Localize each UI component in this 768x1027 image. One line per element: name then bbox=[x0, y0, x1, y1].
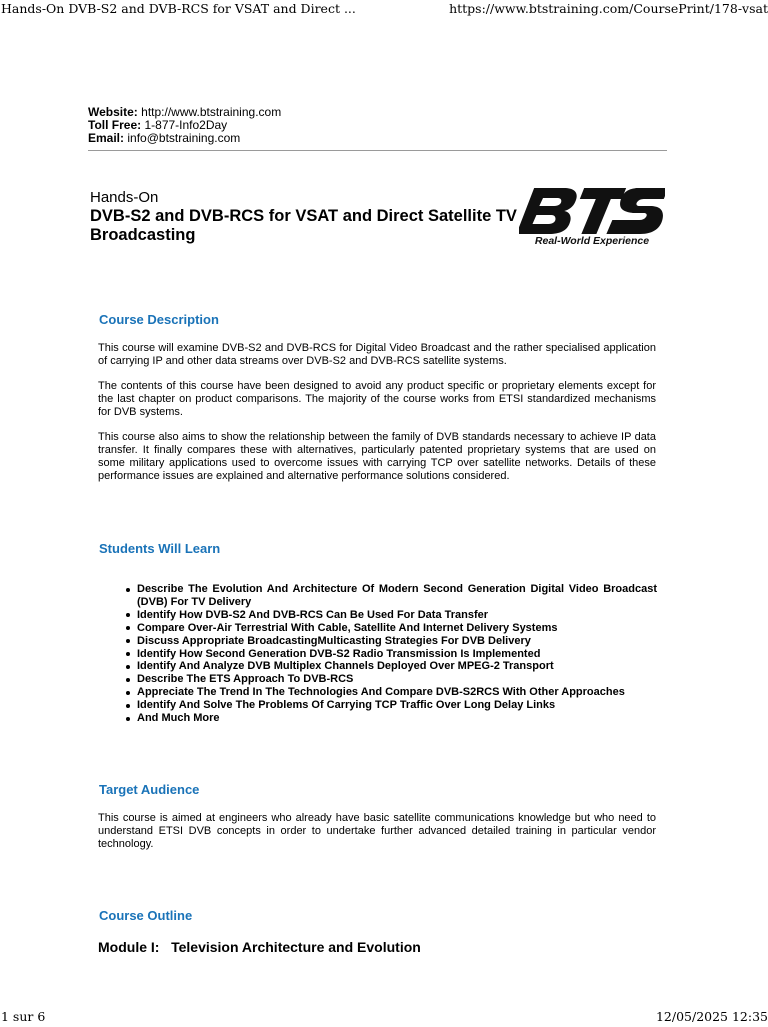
list-item: Appreciate The Trend In The Technologies And Compare DVB-S2RCS With Other Approaches bbox=[137, 686, 657, 699]
list-item: And Much More bbox=[137, 712, 657, 725]
page-number: 1 sur 6 bbox=[1, 1009, 46, 1024]
description-paragraph-1: This course will examine DVB-S2 and DVB-RCS for Digital Video Broadcast and the rather specialised application of carrying IP and other data streams over DVB-S2 and DVB-RCS satellite systems. bbox=[98, 342, 656, 367]
email-label: Email: bbox=[88, 131, 125, 145]
bts-logo-tagline: Real-World Experience bbox=[534, 235, 650, 247]
print-header bbox=[0, 1, 768, 19]
tollfree-label: Toll Free: bbox=[88, 118, 142, 132]
module-title: Module I: Television Architecture and Evolution bbox=[98, 939, 421, 955]
website-link[interactable]: http://www.btstraining.com bbox=[141, 105, 282, 119]
print-footer bbox=[0, 1009, 768, 1027]
description-paragraph-3: This course also aims to show the relationship between the family of DVB standards necessary to achieve IP data transfer. It finally compares these with alternatives, particularly patented proprietary systems that are used on some military applications used to overcome issues with carrying TCP over satellite networks. Details of these performance issues are explained and alternative performance solutions considered. bbox=[98, 431, 656, 482]
list-item: Discuss Appropriate BroadcastingMulticasting Strategies For DVB Delivery bbox=[137, 635, 657, 648]
learning-objectives-list bbox=[137, 583, 657, 725]
list-item: Identify And Analyze DVB Multiplex Channels Deployed Over MPEG-2 Transport bbox=[137, 660, 657, 673]
list-item: Describe The ETS Approach To DVB-RCS bbox=[137, 673, 657, 686]
list-item: Identify How DVB-S2 And DVB-RCS Can Be Used For Data Transfer bbox=[137, 609, 657, 622]
bts-logo bbox=[519, 184, 665, 248]
target-audience-heading: Target Audience bbox=[99, 782, 200, 797]
tollfree-value: 1-877-Info2Day bbox=[144, 118, 228, 132]
course-description-heading: Course Description bbox=[99, 312, 219, 327]
course-title-block bbox=[90, 189, 520, 245]
audience-paragraph: This course is aimed at engineers who already have basic satellite communications knowledge but who need to understand ETSI DVB concepts in order to undertake further advanced detailed training in particular vendor technology. bbox=[98, 812, 656, 850]
print-header-url: https://www.btstraining.com/CoursePrint/178-vsat bbox=[449, 1, 768, 16]
website-label: Website: bbox=[88, 105, 138, 119]
contact-block bbox=[88, 106, 281, 145]
list-item: Compare Over-Air Terrestrial With Cable, Satellite And Internet Delivery Systems bbox=[137, 622, 657, 635]
email-link[interactable]: info@btstraining.com bbox=[127, 131, 241, 145]
course-title: DVB-S2 and DVB-RCS for VSAT and Direct Satellite TV Broadcasting bbox=[90, 207, 517, 244]
header-divider bbox=[88, 150, 667, 151]
print-header-title: Hands-On DVB-S2 and DVB-RCS for VSAT and Direct ... bbox=[1, 1, 356, 16]
students-will-learn-heading: Students Will Learn bbox=[99, 541, 221, 556]
list-item: Identify How Second Generation DVB-S2 Radio Transmission Is Implemented bbox=[137, 648, 657, 661]
print-datetime: 12/05/2025 12:35 bbox=[655, 1009, 768, 1024]
list-item: Describe The Evolution And Architecture Of Modern Second Generation Digital Video Broadcast (DVB) For TV Delivery bbox=[137, 583, 657, 608]
email-line bbox=[88, 132, 281, 145]
description-paragraph-2: The contents of this course have been designed to avoid any product specific or proprietary elements except for the last chapter on product comparisons. The majority of the course works from ETSI standardized mechanisms for DVB systems. bbox=[98, 380, 656, 418]
course-outline-heading: Course Outline bbox=[99, 908, 193, 923]
course-prefix: Hands-On bbox=[90, 189, 159, 206]
list-item: Identify And Solve The Problems Of Carrying TCP Traffic Over Long Delay Links bbox=[137, 699, 657, 712]
